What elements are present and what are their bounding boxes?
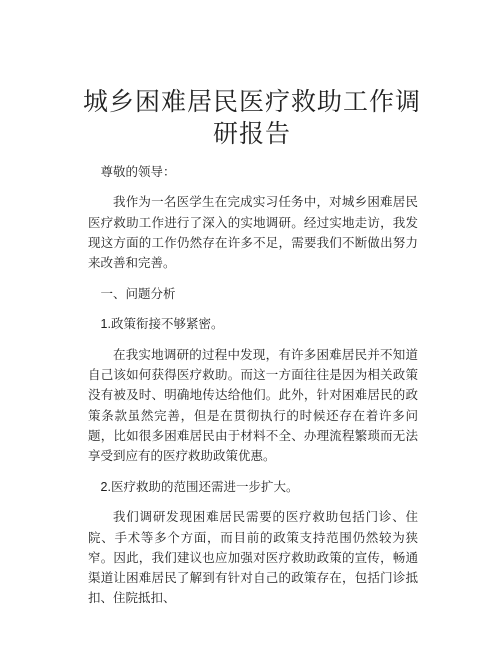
point-2-heading <box>88 477 418 497</box>
point-1-title: 政策衔接不够紧密。 <box>110 316 224 332</box>
salutation: 尊敬的领导： <box>100 164 176 179</box>
point-2-paragraph: 我们调研发现困难居民需要的医疗救助包括门诊、住院、手术等多个方面，而目前的政策支持范围仍然较为狭窄。因此，我们建议也应加强对医疗救助政策的宣传，畅通渠道让困难居民了解到有针对自己的政策存在，包括门诊抵扣、住院抵扣、 <box>88 509 418 606</box>
point-2-number: 2. <box>100 479 111 494</box>
document-title: 城乡困难居民医疗救助工作调研报告 <box>82 87 421 148</box>
point-1-paragraph: 在我实地调研的过程中发现，有许多困难居民并不知道自己该如何获得医疗救助。而这一方面往往是因为相关政策没有被及时、明确地传达给他们。此外，针对困难居民的政策条款虽然完善，但是在贯彻执行的时候还存在着许多问题，比如很多困难居民由于材料不全、办理流程繁琐而无法享受到应有的医疗救助政策优惠。 <box>88 346 418 464</box>
point-2-title: 医疗救助的范围还需进一步扩大。 <box>110 478 299 494</box>
point-1-number: 1. <box>100 317 111 332</box>
intro-paragraph: 我作为一名医学生在完成实习任务中，对城乡困难居民医疗救助工作进行了深入的实地调研。经过实地走访，我发现这方面的工作仍然存在许多不足，需要我们不断做出努力来改善和完善。 <box>88 194 418 271</box>
document-body <box>88 162 418 619</box>
section-heading-problem-analysis: 一、问题分析 <box>100 285 176 301</box>
point-1-heading <box>88 314 418 334</box>
